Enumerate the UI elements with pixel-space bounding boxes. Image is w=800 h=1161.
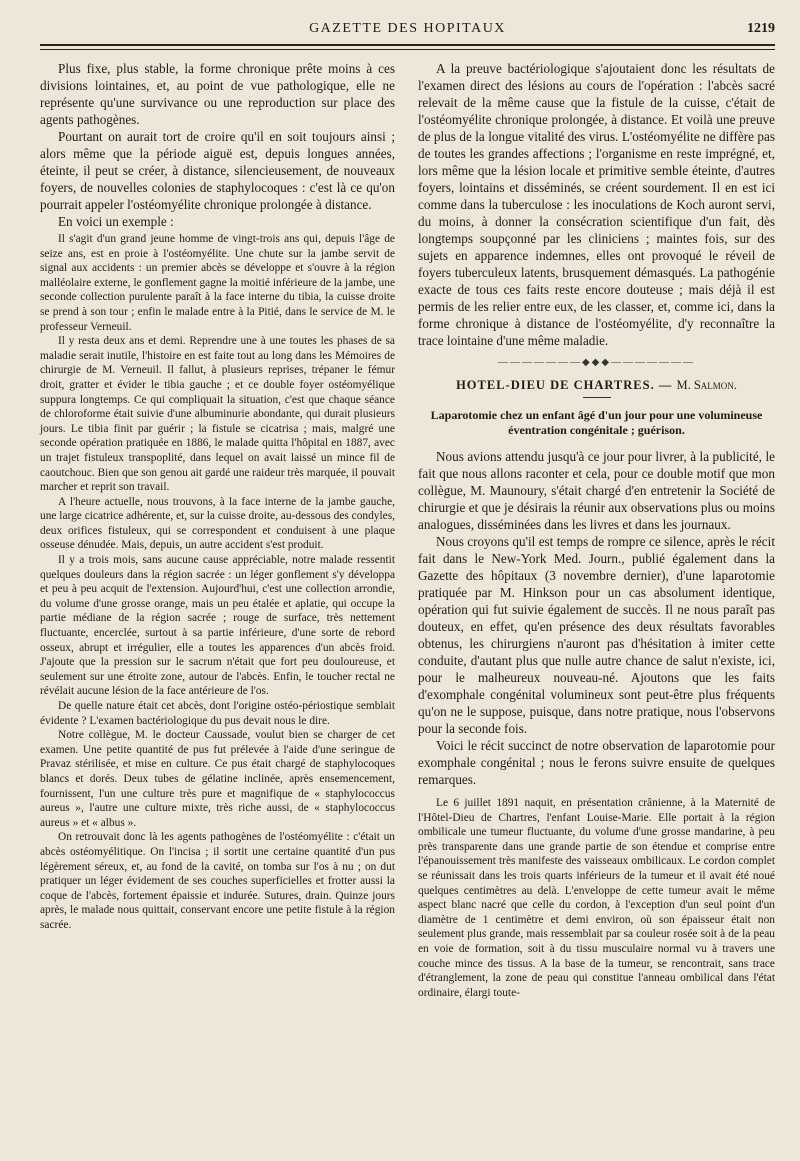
running-title: GAZETTE DES HOPITAUX: [309, 21, 506, 36]
left-intro: [40, 60, 395, 230]
header-rule-thin: [40, 49, 775, 50]
right-column: [418, 60, 775, 1000]
header-rule-thick: [40, 44, 775, 46]
paragraph: Il y resta deux ans et demi. Reprendre une à une toutes les phases de sa maladie serait inutile, l'histoire en est faite tout au long dans les Mémoires de chirurgie de M. Verneuil. Il fallut, à plusieurs reprises, trépaner le fémur droit, gratter et évider le tibia gauche ; et ce double foyer ostéomyélique suppura longtemps. Ce qui compliquait la situation, c'est que chaque séance de chloroforme était suivie d'une albuminurie abondante, qui durait plusieurs jours. Le tibia finit par guérir ; la fistule se cicatrisa ; mais, malgré une seconde opération pratiquée en 1886, le malade quitta l'hôpital en 1887, avec un trajet fistuleux transpoplité, dans lequel on avait laissé un mince fil de caoutchouc. Bien que son genou ait gardé une raideur très marquée, il pouvait marcher et reprit son travail.: [40, 335, 395, 494]
paragraph: Il s'agit d'un grand jeune homme de vingt-trois ans qui, depuis l'âge de seize ans, est en proie à l'ostéomyélite. Une chute sur la jambe servit de signal aux accidents : un premier abcès se développe et s'ouvre à la région malléolaire externe, le gonflement gagne la moitié inférieure de la jambe, une seconde collection purulente paraît à la face interne du tibia, la cuisse droite se prend à son tour ; enfin le malade entre à la Pitié, dans le service de M. le professeur Verneuil.: [40, 233, 395, 333]
section-heading: [418, 378, 775, 393]
article-subtitle: Laparotomie chez un enfant âgé d'un jour pour une volumineuse éventration congénitale ; guérison.: [430, 408, 763, 437]
right-intro: [418, 60, 775, 349]
paragraph: Voici le récit succinct de notre observation de laparotomie pour exomphale congénital ; nous le ferons suivre ensuite de quelques remarques.: [418, 738, 775, 787]
section-divider: [583, 397, 611, 398]
page-header: [40, 18, 775, 42]
case-observation: [40, 232, 395, 933]
paragraph: Nous avions attendu jusqu'à ce jour pour livrer, à la publicité, le fait que nous allons raconter et cela, pour ce double motif que mon collègue, M. Maunoury, s'était chargé d'en entretenir la Société de chirurgie et que je désirais la réunir aux observations plus ou moins analogues, disséminées dans les livres et dans les journaux.: [418, 449, 775, 532]
paragraph: En voici un exemple :: [58, 214, 174, 229]
paragraph: On retrouvait donc là les agents pathogènes de l'ostéomyélite : c'était un abcès ostéomyélitique. On l'incisa ; il sortit une certaine quantité d'un pus légèrement séreux, et, au fond de la cavité, on tomba sur l'os à nu ; on dut pratiquer un léger évidement de ses couches superficielles et frotter aussi la coque de l'abcès, fortement épaissie et indurée. Sutures, drain. Quinze jours après, le malade nous quittait, conservant encore une petite fistule à la région sacrée.: [40, 831, 395, 931]
paragraph: A l'heure actuelle, nous trouvons, à la face interne de la jambe gauche, une large cicatrice adhérente, et, sur la cuisse droite, au-dessous des condyles, deux orifices fistuleux, qui se correspondent et conduisent à une plaque osseuse dénudée. Mais, depuis, un autre accident s'est produit.: [40, 495, 395, 552]
article-observation: [418, 796, 775, 1000]
article-body: [418, 448, 775, 788]
section-ornament: ———————◆◆◆———————: [497, 357, 696, 368]
paragraph: Notre collègue, M. le docteur Caussade, voulut bien se charger de cet examen. Une petite quantité de pus fut prélevée à l'aide d'une seringue de Pravaz stérilisée, et mise en culture. Ce pus était chargé de staphylocoques blancs et dorés. Deux tubes de gélatine inclinée, après ensemencement, fournissent, l'un une culture très pure et magnifique de « staphylococcus aureus », l'autre une culture mixte, très riche aussi, de « staphylococcus aureus » et « albus ».: [40, 729, 395, 829]
page-number: 1219: [747, 21, 775, 36]
section-author: M. Salmon.: [676, 378, 737, 392]
paragraph: Nous croyons qu'il est temps de rompre ce silence, après le récit fait dans le New-York Med. Journ., publié également dans la Gazette des hôpitaux (3 novembre dernier), d'une laparotomie pratiquée par M. Hinkson pour un cas absolument identique, opération qui fut suivie également de succès. Il ne nous paraît pas douteux, en effet, qu'en présence des deux résultats favorables obtenus, les chirurgiens n'auront pas d'hésitation à imiter cette conduite, d'autant plus que nulle autre chance de salut n'existe, ici, pour le malheureux nouveau-né. Ajoutons que les faits d'exomphale congénital volumineux sont peut-être plus fréquents qu'on ne le suppose, puisque, dans notre pratique, nous l'observons pour la seconde fois.: [418, 534, 775, 736]
left-column: [40, 60, 395, 933]
paragraph: Pourtant on aurait tort de croire qu'il en soit toujours ainsi ; alors même que la période aiguë est, depuis longues années, éteinte, il peut se créer, à distance, silencieusement, de nouveaux foyers, de nouvelles colonies de staphylocoques : c'est là ce qu'on pourrait appeler l'ostéomyélite chronique prolongée à distance.: [40, 129, 395, 212]
paragraph: Le 6 juillet 1891 naquit, en présentation crânienne, à la Maternité de l'Hôtel-Dieu de Chartres, l'enfant Louise-Marie. Elle portait à la région ombilicale une tumeur fluctuante, du volume d'une grosse mandarine, à peu près transparente dans une grande partie de son étendue et comprise entre l'épanouissement très manifeste des vaisseaux ombilicaux. Le cordon complet se réunissait dans les trois quarts inférieurs de la tumeur et il avait été noué quelques centimètres au delà. L'enveloppe de cette tumeur avait le même aspect blanc nacré que celle du cordon, à l'exception d'un seul point d'un diamètre de 1 centimètre et demi environ, où son épaisseur était non seulement plus grande, mais ressemblait par sa couleur rosée soit à de la peau en voie de formation, soit à du tissu musculaire normal vu à travers une couche mince des tissus. A la base de la tumeur, se rencontrait, sans trace d'étranglement, la zone de peau qui constitue l'anneau ombilical dans l'état ordinaire, élargi toute-: [418, 797, 775, 999]
paragraph: Plus fixe, plus stable, la forme chronique prête moins à ces divisions lointaines, et, au point de vue pathologique, elle ne représente qu'une survivance ou une reproduction sur place des agents pathogènes.: [40, 61, 395, 127]
paragraph: De quelle nature était cet abcès, dont l'origine ostéo-périostique semblait évidente ? L'examen bactériologique du pus devait nous le dire.: [40, 700, 395, 727]
section-title: HOTEL-DIEU DE CHARTRES. —: [456, 378, 673, 392]
paragraph: A la preuve bactériologique s'ajoutaient donc les résultats de l'examen direct des lésions au cours de l'opération : l'abcès sacré relevait de la même cause que la fistule de la cuisse, c'était de l'ostéomyélite chronique prolongée, à distance. Et voilà une preuve de plus de la longue vitalité des virus. L'ostéomyélite ne diffère pas de toutes les grandes affections ; l'organisme en reste imprégné, et, lors même que la lésion locale et primitive semble éteinte, d'autres foyers, lointains et disséminés, se créent sourdement. Il en est ici comme dans la tuberculose : les inoculations de Koch auront servi, du moins, à donner la consécration scientifique d'un fait, dès longtemps soupçonné par les cliniciens ; maintes fois, sur des sujets en apparence indemnes, elles ont provoqué le réveil de foyers tuberculeux latents, brusquement démasqués. La pathogénie exacte de tous ces faits reste encore douteuse ; mais déjà il est permis de les relier entre eux, de les classer, et, comme ici, dans la forme chronique à distance de l'ostéomyélite, d'y reconnaître la trace lointaine d'une même maladie.: [418, 61, 775, 348]
paragraph: Il y a trois mois, sans aucune cause appréciable, notre malade ressentit quelques douleurs dans la région sacrée : un léger gonflement s'y développa et peu à peu acquit de l'extension. Aujourd'hui, c'est une collection arrondie, du volume d'une grosse orange, mais un peu étalée et aplatie, qui occupe la partie médiane de la région sacrée ; rouge de surface, très nettement fluctuante, encerclée, surtout à sa partie inférieure, d'une sorte de rebord osseux, abrupt et irrégulier, elle a toutes les apparences d'un abcès froid. J'ajoute que la pression sur le sacrum n'était que fort peu douloureuse, et seulement sur une étroite zone, autour de l'abcès. Enfin, le toucher rectal ne révélait aucune lésion de la face antérieure de l'os.: [40, 554, 395, 698]
